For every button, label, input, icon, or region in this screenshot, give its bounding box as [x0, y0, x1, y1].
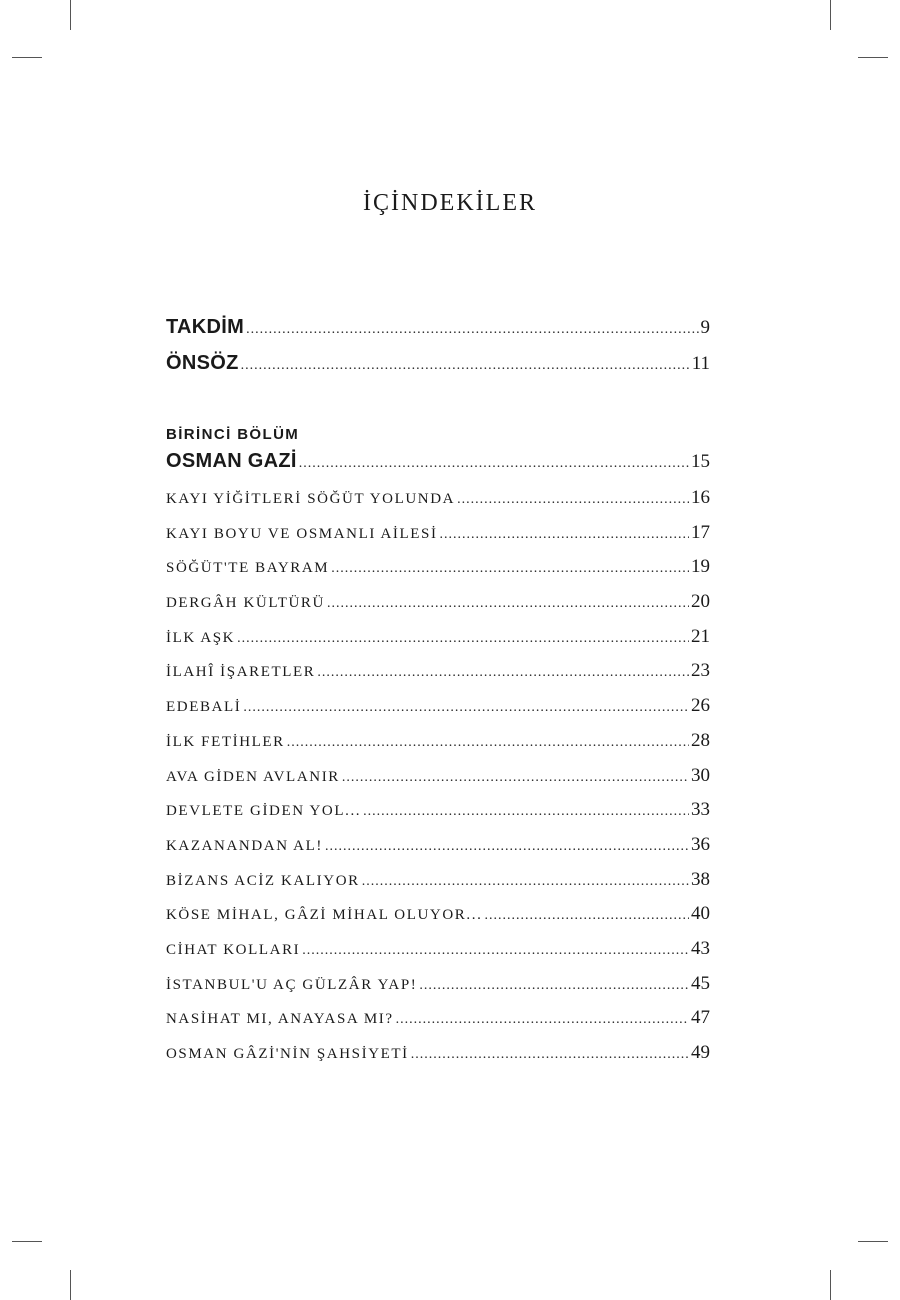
- toc-leader-dots: [484, 908, 689, 924]
- toc-page-number: 23: [691, 660, 710, 682]
- toc-label: AVA GİDEN AVLANIR: [166, 768, 340, 785]
- toc-page-number: 36: [691, 833, 710, 855]
- toc-label: KAYI YİĞİTLERİ SÖĞÜT YOLUNDA: [166, 491, 456, 507]
- toc-entry-onsoz[interactable]: [166, 352, 710, 388]
- toc-entry[interactable]: [166, 695, 710, 730]
- toc-page-number: 19: [691, 556, 710, 578]
- subsection-list: [166, 487, 710, 1077]
- toc-label: BİZANS ACİZ KALIYOR: [166, 872, 360, 889]
- toc-entry[interactable]: [166, 522, 710, 557]
- toc-label: DERGÂH KÜLTÜRÜ: [166, 595, 325, 612]
- section-part-label: BİRİNCİ BÖLÜM: [166, 426, 300, 443]
- toc-leader-dots: [411, 1047, 689, 1063]
- toc-entry[interactable]: [166, 834, 710, 869]
- toc-leader-dots: [246, 322, 698, 338]
- toc-leader-dots: [342, 770, 689, 786]
- toc-leader-dots: [363, 804, 689, 820]
- toc-label: İLK FETİHLER: [166, 733, 285, 750]
- crop-mark-bottom-left-h: [12, 1241, 42, 1242]
- toc-leader-dots: [237, 631, 689, 647]
- toc-label: CİHAT KOLLARI: [166, 941, 301, 958]
- toc-page-number: 20: [691, 591, 710, 613]
- toc-label: SÖĞÜT'TE BAYRAM: [166, 560, 330, 577]
- crop-mark-top-left-h: [12, 57, 42, 58]
- toc-label: EDEBALİ: [166, 699, 242, 716]
- toc-leader-dots: [243, 700, 689, 716]
- crop-mark-bottom-left: [70, 1270, 71, 1300]
- crop-mark-top-left: [70, 0, 71, 30]
- toc-page-number: 28: [691, 729, 710, 751]
- chapter-list: [166, 450, 710, 485]
- toc-entry[interactable]: [166, 1042, 710, 1077]
- toc-page-number: 30: [691, 764, 710, 786]
- toc-leader-dots: [362, 874, 689, 890]
- toc-page-number: 11: [691, 353, 710, 374]
- toc-entry-chapter[interactable]: [166, 450, 710, 485]
- toc-page-number: 40: [691, 903, 710, 925]
- toc-entry[interactable]: [166, 765, 710, 800]
- toc-label: İLK AŞK: [166, 629, 236, 646]
- toc-page-number: 45: [691, 972, 710, 994]
- toc-page-number: 47: [691, 1007, 710, 1029]
- toc-label: KAYI BOYU VE OSMANLI AİLESİ: [166, 525, 438, 542]
- toc-page-number: 33: [691, 799, 710, 821]
- toc-entry[interactable]: [166, 556, 710, 591]
- toc-entry-takdim[interactable]: [166, 316, 710, 352]
- toc-page-number: 26: [691, 695, 710, 717]
- toc-page-number: 9: [700, 317, 710, 338]
- toc-entry[interactable]: [166, 973, 710, 1008]
- toc-label: TAKDİM: [166, 316, 245, 338]
- toc-page-number: 49: [691, 1042, 710, 1063]
- toc-leader-dots: [317, 665, 689, 681]
- toc-leader-dots: [287, 735, 689, 751]
- toc-page-number: 16: [691, 487, 710, 508]
- page-title: İÇİNDEKİLER: [363, 190, 537, 216]
- toc-label: DEVLETE GİDEN YOL...: [166, 803, 362, 820]
- front-matter-list: [166, 316, 710, 388]
- toc-leader-dots: [299, 456, 689, 472]
- crop-mark-bottom-right: [830, 1270, 831, 1300]
- toc-page-number: 15: [691, 451, 710, 472]
- toc-entry[interactable]: [166, 626, 710, 661]
- crop-mark-top-right-h: [858, 57, 888, 58]
- toc-entry[interactable]: [166, 730, 710, 765]
- toc-label: NASİHAT MI, ANAYASA MI?: [166, 1011, 394, 1028]
- toc-leader-dots: [457, 492, 689, 508]
- toc-leader-dots: [331, 561, 689, 577]
- toc-leader-dots: [302, 943, 689, 959]
- toc-page-number: 38: [691, 868, 710, 890]
- toc-label: İSTANBUL'U AÇ GÜLZÂR YAP!: [166, 976, 418, 993]
- toc-entry[interactable]: [166, 487, 710, 522]
- toc-leader-dots: [327, 596, 689, 612]
- toc-leader-dots: [419, 978, 689, 994]
- toc-label: KAZANANDAN AL!: [166, 837, 323, 854]
- toc-leader-dots: [396, 1012, 689, 1028]
- crop-mark-top-right: [830, 0, 831, 30]
- toc-label: OSMAN GAZİ: [166, 450, 297, 472]
- toc-leader-dots: [241, 358, 690, 374]
- crop-mark-bottom-right-h: [858, 1241, 888, 1242]
- toc-page-number: 21: [691, 625, 710, 647]
- toc-entry[interactable]: [166, 660, 710, 695]
- toc-entry[interactable]: [166, 938, 710, 973]
- toc-entry[interactable]: [166, 903, 710, 938]
- toc-entry[interactable]: [166, 1007, 710, 1042]
- toc-label: OSMAN GÂZİ'NİN ŞAHSİYETİ: [166, 1046, 409, 1062]
- toc-page-number: 43: [691, 937, 710, 959]
- toc-leader-dots: [440, 527, 689, 543]
- toc-label: KÖSE MİHAL, GÂZİ MİHAL OLUYOR...: [166, 907, 483, 924]
- toc-page-number: 17: [691, 521, 710, 543]
- toc-entry[interactable]: [166, 869, 710, 904]
- toc-label: ÖNSÖZ: [166, 352, 239, 374]
- toc-entry[interactable]: [166, 591, 710, 626]
- toc-entry[interactable]: [166, 799, 710, 834]
- toc-leader-dots: [325, 839, 689, 855]
- toc-label: İLAHÎ İŞARETLER: [166, 664, 316, 681]
